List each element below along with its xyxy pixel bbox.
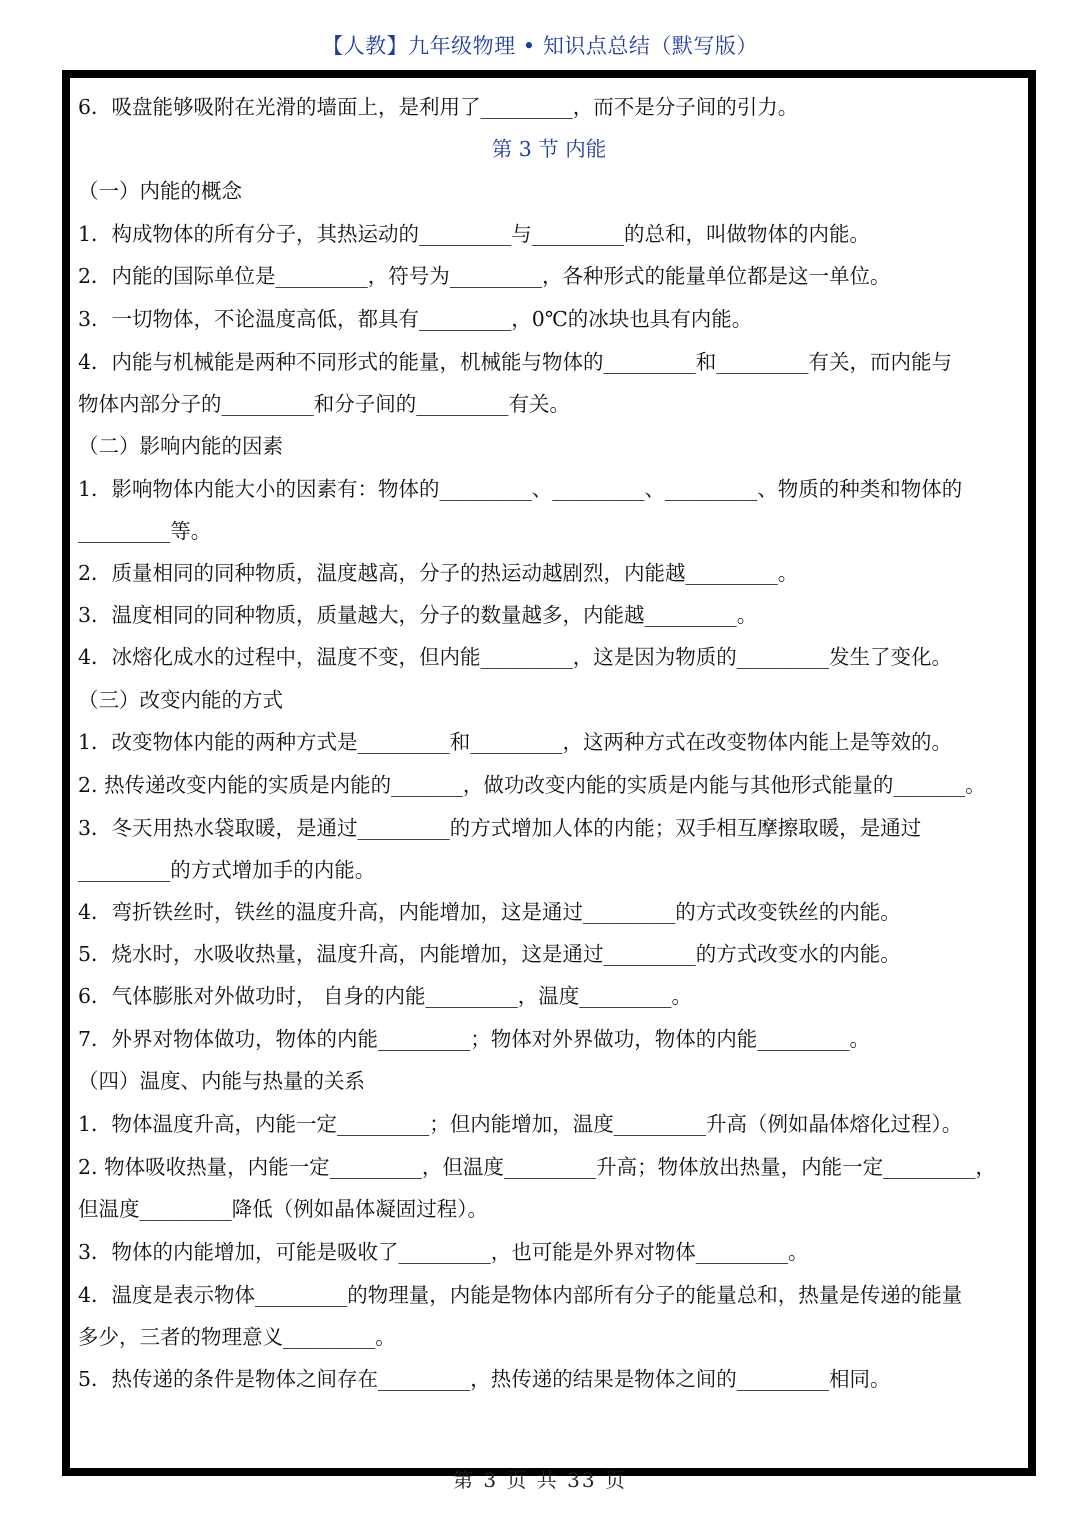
part3-heading: （三）改变内能的方式: [78, 688, 283, 712]
intro-item: 6．吸盘能够吸附在光滑的墙面上，是利用了_________，而不是分子间的引力。: [78, 95, 799, 119]
part2-item: 1．影响物体内能大小的因素有：物体的_________、_________、_________、物质的种类和物体的: [78, 477, 963, 501]
page-number: 第 3 页 共 33 页: [453, 1468, 627, 1492]
part4-item: 4．温度是表示物体_________的物理量，内能是物体内部所有分子的能量总和，热量是传递的能量: [78, 1283, 963, 1307]
part3-item: 3．冬天用热水袋取暖，是通过_________的方式增加人体的内能；双手相互摩擦取暖，是通过: [78, 816, 922, 840]
part3-item: 7．外界对物体做功，物体的内能_________；物体对外界做功，物体的内能_________。: [78, 1027, 871, 1051]
section-title: 第 3 节 内能: [491, 137, 607, 161]
document-header: 【人教】九年级物理 • 知识点总结（默写版）: [322, 34, 758, 58]
part4-heading: （四）温度、内能与热量的关系: [78, 1069, 365, 1093]
part1-item: 3．一切物体，不论温度高低，都具有_________，0℃的冰块也具有内能。: [78, 307, 753, 331]
part1-heading: （一）内能的概念: [78, 179, 242, 203]
part1-item: 2．内能的国际单位是_________，符号为_________，各种形式的能量单位都是这一单位。: [78, 264, 891, 288]
part2-item: 4．冰熔化成水的过程中，温度不变，但内能_________，这是因为物质的_________发生了变化。: [78, 645, 953, 669]
part2-item-continued: _________等。: [78, 519, 212, 543]
part2-item: 3．温度相同的同种物质，质量越大，分子的数量越多，内能越_________。: [78, 603, 758, 627]
part3-item: 6．气体膨胀对外做功时， 自身的内能_________，温度_________。: [78, 984, 693, 1008]
part1-item: 4．内能与机械能是两种不同形式的能量，机械能与物体的_________和_________有关，而内能与: [78, 350, 953, 374]
part3-item-continued: _________的方式增加手的内能。: [78, 858, 376, 882]
part3-item: 4．弯折铁丝时，铁丝的温度升高，内能增加，这是通过_________的方式改变铁丝的内能。: [78, 900, 901, 924]
part4-item: 1．物体温度升高，内能一定_________；但内能增加，温度_________升高（例如晶体熔化过程）。: [78, 1112, 963, 1136]
part4-item: 3．物体的内能增加，可能是吸收了_________，也可能是外界对物体_________。: [78, 1240, 809, 1264]
part2-item: 2．质量相同的同种物质，温度越高，分子的热运动越剧烈，内能越_________。: [78, 561, 799, 585]
part1-item: 1．构成物体的所有分子，其热运动的_________与_________的总和，叫做物体的内能。: [78, 222, 871, 246]
part3-item: 2. 热传递改变内能的实质是内能的_______，做功改变内能的实质是内能与其他形式能量的_______。: [78, 773, 986, 797]
part3-item: 1．改变物体内能的两种方式是_________和_________，这两种方式在改变物体内能上是等效的。: [78, 730, 953, 754]
part2-heading: （二）影响内能的因素: [78, 434, 283, 458]
part1-item-continued: 物体内部分子的_________和分子间的_________有关。: [78, 392, 570, 416]
part4-item: 2. 物体吸收热量，内能一定_________，但温度_________升高；物体放出热量，内能一定_________，: [78, 1155, 996, 1179]
part4-item-continued: 但温度_________降低（例如晶体凝固过程）。: [78, 1197, 488, 1221]
part4-item-continued: 多少，三者的物理意义_________。: [78, 1325, 396, 1349]
worksheet-frame: [62, 70, 1036, 1476]
part3-item: 5．烧水时，水吸收热量，温度升高，内能增加，这是通过_________的方式改变水的内能。: [78, 942, 901, 966]
part4-item: 5．热传递的条件是物体之间存在_________，热传递的结果是物体之间的_________相同。: [78, 1367, 891, 1391]
